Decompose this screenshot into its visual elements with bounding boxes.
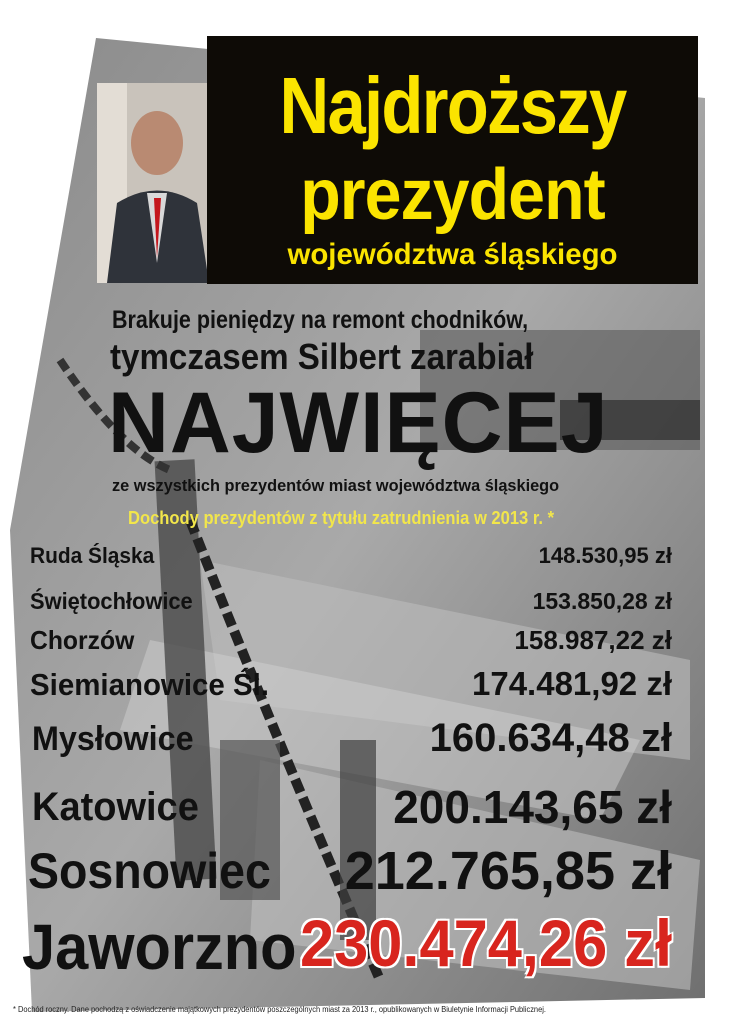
- subtitle-line-2: tymczasem Silbert zarabiał: [110, 336, 534, 377]
- headline: NAJWIĘCEJ: [108, 375, 609, 471]
- city-value: 212.765,85 zł: [344, 841, 672, 901]
- city-name: Siemianowice Śl.: [30, 667, 269, 702]
- city-name: Świętochłowice: [30, 588, 193, 614]
- city-name: Chorzów: [30, 625, 135, 655]
- title-box: [207, 36, 698, 284]
- subtitle-line-3: ze wszystkich prezydentów miast województwa śląskiego: [112, 476, 560, 495]
- city-value-highlight: 230.474,26 zł: [300, 906, 672, 980]
- city-name: Ruda Śląska: [30, 543, 155, 568]
- income-note: Dochody prezydentów z tytułu zatrudnienia w 2013 r. *: [128, 508, 555, 528]
- city-value: 174.481,92 zł: [472, 665, 672, 702]
- city-name: Mysłowice: [32, 720, 194, 758]
- city-name: Jaworzno: [22, 911, 297, 983]
- city-value: 148.530,95 zł: [538, 543, 672, 568]
- city-value: 158.987,22 zł: [514, 625, 672, 655]
- subtitle-line-1: Brakuje pieniędzy na remont chodników,: [112, 306, 529, 334]
- city-name: Katowice: [32, 785, 199, 829]
- title-line-2: prezydent: [300, 155, 605, 235]
- footnote: * Dochód roczny. Dane pochodzą z oświadczenie majątkowych prezydentów poszczególnych miast za 2013 r., opublikowanych w Biuletynie Informacji Publicznej.: [13, 1005, 546, 1014]
- city-value: 160.634,48 zł: [429, 716, 672, 760]
- city-name: Sosnowiec: [28, 843, 271, 899]
- portrait-photo: [97, 83, 209, 283]
- city-value: 200.143,65 zł: [393, 781, 672, 833]
- title-line-1: Najdroższy: [279, 61, 626, 150]
- title-line-3: województwa śląskiego: [287, 238, 618, 271]
- city-value: 153.850,28 zł: [532, 588, 672, 614]
